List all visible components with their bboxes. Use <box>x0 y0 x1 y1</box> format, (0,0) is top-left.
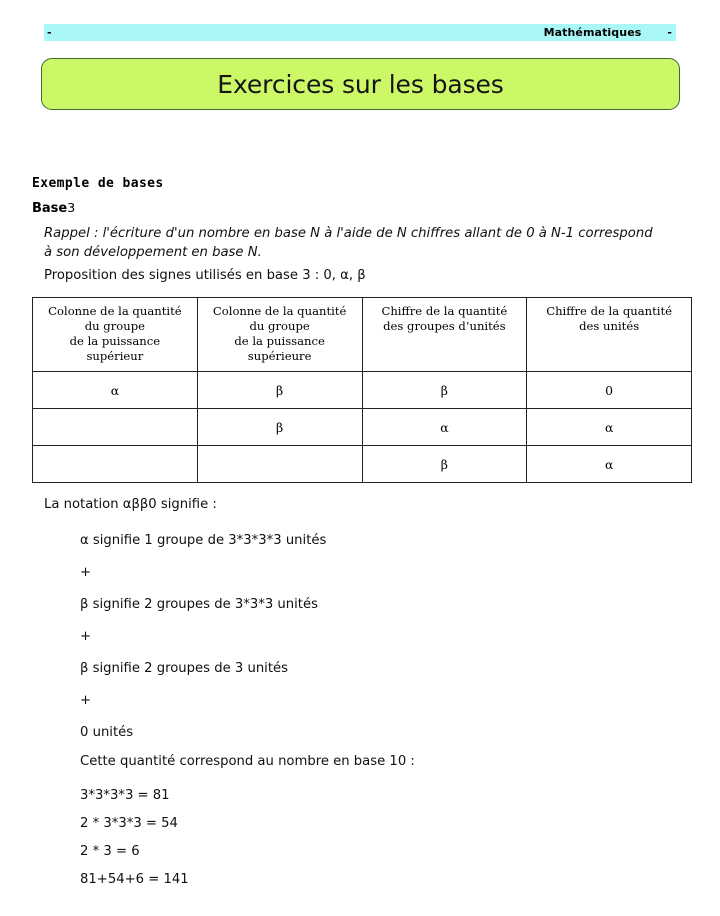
calculation-line: 2 * 3 = 6 <box>80 844 140 859</box>
notation-intro: La notation αββ0 signifie : <box>44 497 217 512</box>
table-cell <box>33 409 198 446</box>
table-header-cell-2: Colonne de la quantité du groupe de la puissance supérieure <box>197 298 362 372</box>
section-heading-exemple: Exemple de bases <box>32 176 164 191</box>
bases-table-body <box>33 372 692 483</box>
bases-table <box>32 297 692 483</box>
table-row <box>33 409 692 446</box>
table-cell <box>33 446 198 483</box>
calculation-line: 81+54+6 = 141 <box>80 872 189 887</box>
notation-line: + <box>80 693 92 708</box>
table-cell: β <box>362 372 527 409</box>
table-cell: α <box>362 409 527 446</box>
notation-line: β signifie 2 groupes de 3*3*3 unités <box>80 597 318 612</box>
notation-line: α signifie 1 groupe de 3*3*3*3 unités <box>80 533 327 548</box>
table-header-cell-4: Chiffre de la quantité des unités <box>527 298 692 372</box>
rappel-paragraph: Rappel : l'écriture d'un nombre en base N à l'aide de N chiffres allant de 0 à N-1 correspond à son développement en base N. <box>44 226 653 260</box>
proposition-paragraph: Proposition des signes utilisés en base 3 : 0, α, β <box>44 268 366 283</box>
table-cell: β <box>362 446 527 483</box>
notation-line: 0 unités <box>80 725 134 740</box>
table-cell: α <box>33 372 198 409</box>
notation-line: β signifie 2 groupes de 3 unités <box>80 661 288 676</box>
base-value: 3 <box>67 200 76 215</box>
calculation-block <box>80 748 640 894</box>
base-label: Base <box>32 201 68 216</box>
table-cell: α <box>527 446 692 483</box>
table-row <box>33 446 692 483</box>
banner-left-marker: - <box>47 26 52 39</box>
table-row <box>33 372 692 409</box>
notation-line: + <box>80 629 92 644</box>
table-cell: α <box>527 409 692 446</box>
calculation-line: 3*3*3*3 = 81 <box>80 788 170 803</box>
page-title: Exercices sur les bases <box>217 69 504 99</box>
table-cell <box>197 446 362 483</box>
table-cell: β <box>197 372 362 409</box>
page-title-box <box>41 58 680 110</box>
table-cell: 0 <box>527 372 692 409</box>
banner-subject-title: Mathématiques <box>543 26 642 39</box>
header-banner <box>44 24 676 41</box>
table-cell: β <box>197 409 362 446</box>
notation-line: + <box>80 565 92 580</box>
calculation-line: 2 * 3*3*3 = 54 <box>80 816 178 831</box>
bases-table-head <box>33 298 692 372</box>
notation-list <box>80 525 640 749</box>
section-subheading-base <box>32 200 75 216</box>
banner-right-marker: - <box>667 26 672 39</box>
table-header-cell-1: Colonne de la quantité du groupe de la puissance supérieur <box>33 298 198 372</box>
table-header-cell-3: Chiffre de la quantité des groupes d’unités <box>362 298 527 372</box>
calculation-intro: Cette quantité correspond au nombre en base 10 : <box>80 754 415 769</box>
table-header-row <box>33 298 692 372</box>
